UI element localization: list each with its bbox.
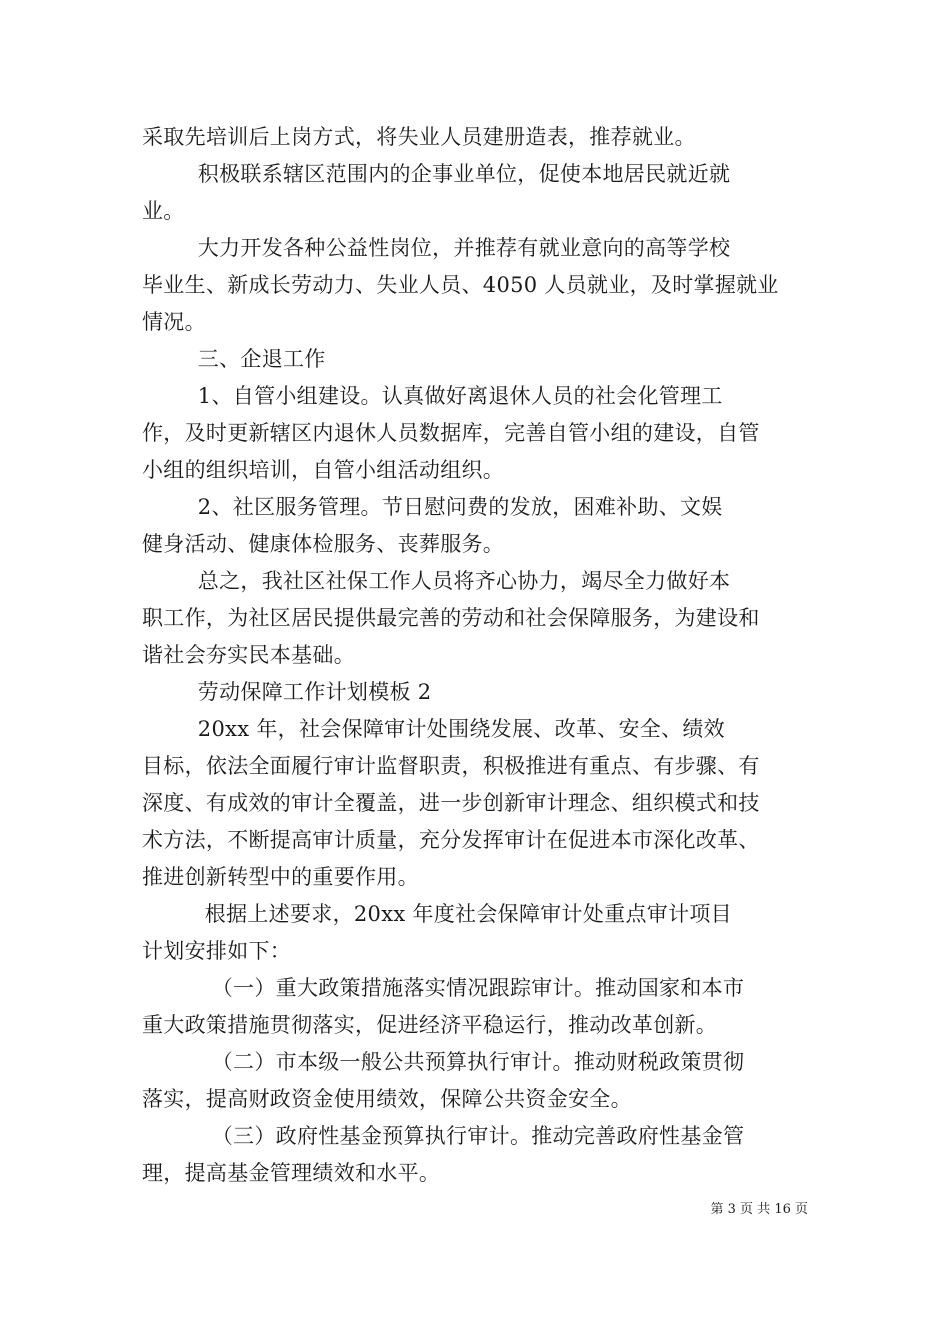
text-line: 根据上述要求，20xx 年度社会保障审计处重点审计项目 — [142, 902, 732, 926]
text-line: 采取先培训后上岗方式，将失业人员建册造表，推荐就业。 — [142, 125, 696, 149]
section-heading: 劳动保障工作计划模板 2 — [142, 680, 432, 704]
text-line: 落实，提高财政资金使用绩效，保障公共资金安全。 — [142, 1087, 632, 1111]
text-line: 小组的组织培训，自管小组活动组织。 — [142, 458, 505, 482]
text-line: （一）重大政策措施落实情况跟踪审计。推动国家和本市 — [142, 976, 745, 1000]
page-number-footer: 第 3 页 共 16 页 — [710, 1202, 808, 1217]
text-line: 积极联系辖区范围内的企事业单位，促使本地居民就近就 — [142, 162, 731, 186]
text-line: 情况。 — [142, 310, 206, 334]
text-line: 业。 — [142, 199, 185, 223]
text-line: 职工作，为社区居民提供最完善的劳动和社会保障服务，为建设和 — [142, 606, 760, 630]
section-heading: 三、企退工作 — [142, 347, 326, 371]
text-line: 健身活动、健康体检服务、丧葬服务。 — [142, 532, 505, 556]
text-line: 术方法，不断提高审计质量，充分发挥审计在促进本市深化改革、 — [142, 828, 760, 852]
text-line: 谐社会夯实民本基础。 — [142, 643, 355, 667]
text-line: 推进创新转型中的重要作用。 — [142, 865, 419, 889]
text-line: 作，及时更新辖区内退休人员数据库，完善自管小组的建设，自管 — [142, 421, 760, 445]
text-line: 总之，我社区社保工作人员将齐心协力，竭尽全力做好本 — [142, 569, 731, 593]
text-line: 毕业生、新成长劳动力、失业人员、4050 人员就业，及时掌握就业 — [142, 273, 779, 297]
text-line: 重大政策措施贯彻落实，促进经济平稳运行，推动改革创新。 — [142, 1013, 718, 1037]
text-line: 理，提高基金管理绩效和水平。 — [142, 1161, 441, 1185]
text-line: 深度、有成效的审计全覆盖，进一步创新审计理念、组织模式和技 — [142, 791, 760, 815]
text-line: 20xx 年，社会保障审计处围绕发展、改革、安全、绩效 — [142, 717, 725, 741]
text-line: 1、自管小组建设。认真做好离退休人员的社会化管理工 — [142, 384, 723, 408]
body-text — [142, 119, 808, 1192]
text-line: 大力开发各种公益性岗位，并推荐有就业意向的高等学校 — [142, 236, 731, 260]
text-line: 2、社区服务管理。节日慰问费的发放，困难补助、文娱 — [142, 495, 723, 519]
text-line: 目标，依法全面履行审计监督职责，积极推进有重点、有步骤、有 — [142, 754, 760, 778]
text-line: （二）市本级一般公共预算执行审计。推动财税政策贯彻 — [142, 1050, 745, 1074]
text-line: （三）政府性基金预算执行审计。推动完善政府性基金管 — [142, 1124, 745, 1148]
text-line: 计划安排如下： — [142, 939, 292, 963]
